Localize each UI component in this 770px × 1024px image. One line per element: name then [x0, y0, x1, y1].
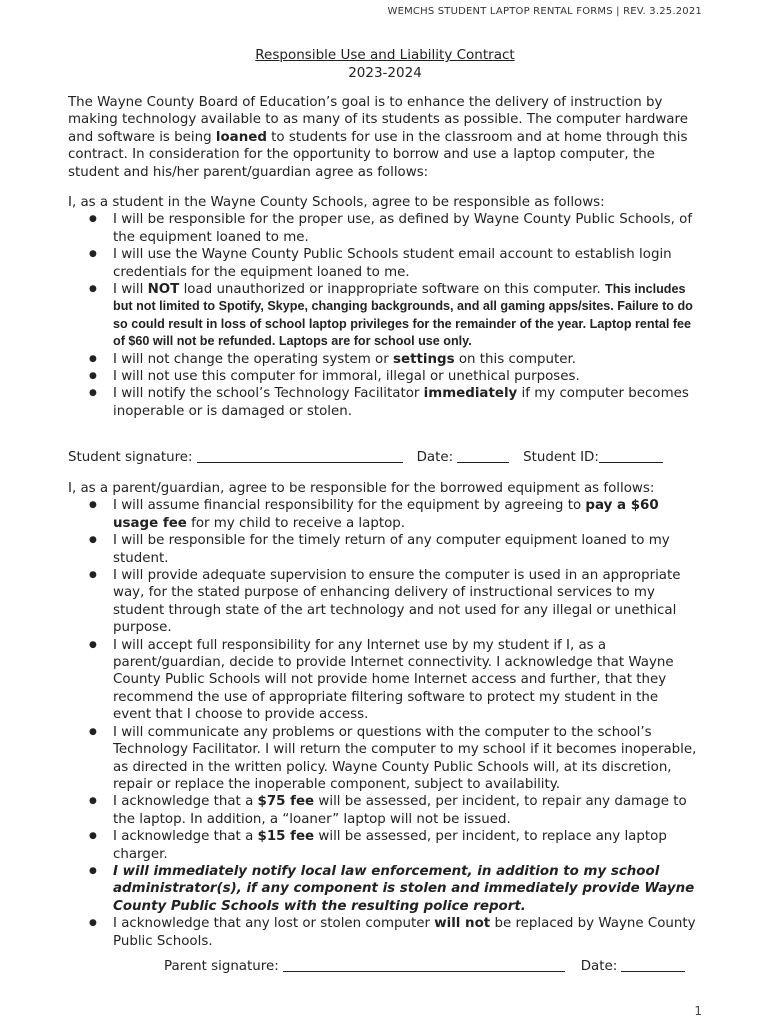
student-date-label: Date: [416, 450, 454, 465]
school-year: 2023-2024 [348, 65, 422, 81]
student-id-label: Student ID: [523, 450, 599, 465]
list-item: ● I will use the Wayne County Public Schools student email account to establish login credentials for the equipment loaned to me. [113, 246, 698, 281]
document-title: Responsible Use and Liability Contract [255, 47, 515, 63]
form-header: WEMCHS STUDENT LAPTOP RENTAL FORMS | REV. 3.25.2021 [387, 6, 702, 17]
parent-signature-field[interactable] [283, 970, 565, 972]
student-list [68, 211, 698, 420]
list-item: ● I will not use this computer for immoral, illegal or unethical purposes. [113, 368, 698, 385]
list-item: ● I will immediately notify local law enforcement, in addition to my school administrator(s), if any component is stolen and immediately provide Wayne County Public Schools with the resulting police report. [113, 863, 698, 915]
list-item: ● I will accept full responsibility for any Internet use by my student if I, as a parent/guardian, decide to provide Internet connectivity. I acknowledge that Wayne County Public Schools will not provide home Internet access and further, that they recommend the use of appropriate filtering software to protect my student in the event that I choose to provide access. [113, 637, 698, 724]
student-signature-label: Student signature: [68, 450, 193, 465]
parent-date-label: Date: [580, 959, 618, 974]
intro-paragraph: The Wayne County Board of Education’s goal is to enhance the delivery of instruction by making technology available to as many of its students as possible. The computer hardware and software is being loaned to students for use in the classroom and at home through this contract. In consideration for the opportunity to borrow and use a laptop computer, the student and his/her parent/guardian agree as follows: [68, 95, 688, 180]
parent-lead: I, as a parent/guardian, agree to be responsible for the borrowed equipment as follows: [68, 481, 655, 496]
list-item: ● I will communicate any problems or questions with the computer to the school’s Technology Facilitator. I will return the computer to my school if it becomes inoperable, as directed in the written policy. Wayne County Public Schools will, at its discretion, repair or replace the inoperable component, subject to availability. [113, 724, 698, 794]
list-item: ● I will assume financial responsibility for the equipment by agreeing to pay a $60 usage fee for my child to receive a laptop. [113, 497, 698, 532]
list-item: ● I will not change the operating system or settings on this computer. [113, 351, 698, 368]
parent-section [68, 480, 698, 950]
parent-list [68, 497, 698, 950]
list-item: ● I will provide adequate supervision to ensure the computer is used in an appropriate way, for the stated purpose of enhancing delivery of instructional services to my student through state of the art technology and not used for any illegal or unethical purpose. [113, 567, 698, 637]
parent-signature-row [164, 958, 704, 975]
parent-signature-label: Parent signature: [164, 959, 279, 974]
list-item: ● I acknowledge that a $15 fee will be assessed, per incident, to replace any laptop charger. [113, 828, 698, 863]
student-id-field[interactable] [599, 461, 663, 463]
list-item: ● I acknowledge that a $75 fee will be assessed, per incident, to repair any damage to the laptop. In addition, a “loaner” laptop will not be issued. [113, 793, 698, 828]
contract-title [0, 46, 770, 82]
list-item: ● I will be responsible for the timely return of any computer equipment loaned to my student. [113, 532, 698, 567]
list-item: ● I will be responsible for the proper use, as defined by Wayne County Public Schools, of the equipment loaned to me. [113, 211, 698, 246]
student-signature-field[interactable] [197, 461, 403, 463]
list-item: ● I acknowledge that any lost or stolen computer will not be replaced by Wayne County Public Schools. [113, 915, 698, 950]
list-item: ● I will notify the school’s Technology Facilitator immediately if my computer becomes inoperable or is damaged or stolen. [113, 385, 698, 420]
parent-date-field[interactable] [621, 970, 685, 972]
page-number: 1 [694, 1004, 702, 1018]
student-section [68, 194, 698, 420]
student-signature-row [68, 449, 698, 466]
list-item: ● I will NOT load unauthorized or inappropriate software on this computer. This includes but not limited to Spotify, Skype, changing backgrounds, and all gaming apps/sites. Failure to do so could result in loss of school laptop privileges for the remainder of the year. Laptop rental fee of $60 will not be refunded. Laptops are for school use only. [113, 281, 698, 351]
student-lead: I, as a student in the Wayne County Schools, agree to be responsible as follows: [68, 195, 605, 210]
student-date-field[interactable] [457, 461, 509, 463]
